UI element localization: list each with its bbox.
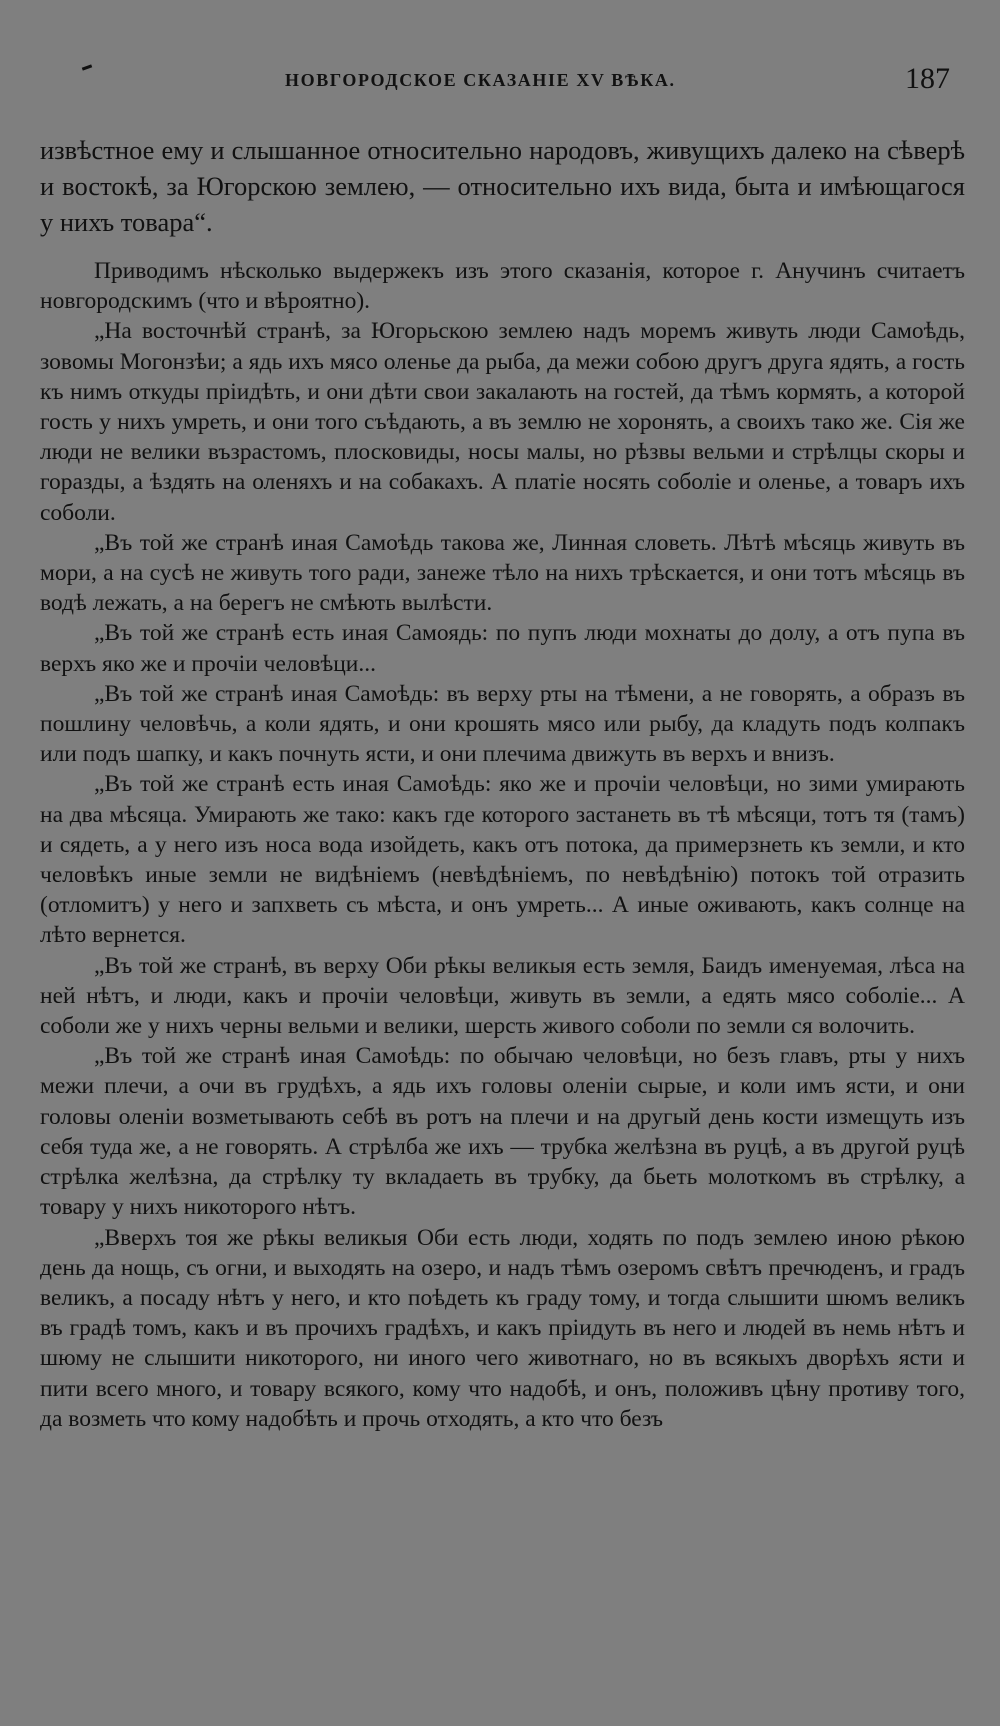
quote-paragraph: „Въ той же странѣ есть иная Самоѣдь: яко же и прочіи человѣци, но зими умирають на два мѣсяца. Умирають же тако: какъ где которого застанеть въ тѣ мѣсяци, тотъ тя (тамъ) и сядеть, а у него изъ носа вода изойдеть, какъ отъ потока, да примерзнеть къ земли, и кто человѣкъ иные земли не видѣніемъ (невѣдѣніемъ, по невѣдѣнію) потокъ той отразить (отломитъ) у него и запхветь съ мѣста, и онъ умреть... А иные оживають, какъ солнце на лѣто вернется. (40, 771, 965, 949)
quote-paragraph: „Въ той же странѣ иная Самоѣдь такова же, Линная словеть. Лѣтѣ мѣсяць живуть въ мори, а на сусѣ не живуть того ради, занеже тѣло на нихъ трѣскается, и они тотъ мѣсяць въ водѣ лежать, а на берегъ не смѣють вылѣсти. (40, 529, 965, 617)
body-text (40, 132, 965, 1434)
quote-paragraph: „Въ той же странѣ иная Самоѣдь: по обычаю человѣци, но безъ главъ, рты у нихъ межи плечи, а очи въ грудѣхъ, а ядь ихъ головы оленіи сырые, и коли имъ ясти, и они головы оленіи возметывають себѣ въ ротъ на плечи и на другый день кости измещуть изъ себя туда же, а не говорять. А стрѣлба же ихъ — трубка желѣзна въ руцѣ, а въ другой руцѣ стрѣлка желѣзна, да стрѣлку ту вкладаеть въ трубку, да бьеть молоткомъ въ стрѣлку, а товару у нихъ никоторого нѣтъ. (40, 1043, 965, 1221)
paragraph: Приводимъ нѣсколько выдержекъ изъ этого сказанія, которое г. Анучинъ считаетъ новгородскимъ (что и вѣроятно). (40, 258, 965, 315)
running-title: НОВГОРОДСКОЕ СКАЗАНІЕ XV ВѢКА. (285, 70, 676, 90)
quote-paragraph: „На восточнѣй странѣ, за Югорьскою землею надъ моремъ живуть люди Самоѣдь, зовомы Могонзѣи; а ядь ихъ мясо оленье да рыба, да межи собою другъ друга ядять, а гость къ нимъ откуды пріидѣть, и они дѣти свои закалають на гостей, да тѣмъ кормять, а которой гость у нихъ умреть, и они того съѣдають, а въ землю не хоронять, а своихъ тако же. Сія же люди не велики възрастомъ, плосковиды, носы малы, но рѣзвы вельми и стрѣлцы скоры и горазды, а ѣздять на оленяхъ и на собакахъ. А платіе носять соболіе и оленье, а товаръ ихъ соболи. (40, 318, 965, 526)
quote-paragraph: „Въ той же странѣ есть иная Самоядь: по пупъ люди мохнаты до долу, а отъ пупа въ верхъ яко же и прочіи человѣци... (40, 620, 965, 677)
running-header (0, 62, 1000, 96)
page-number: 187 (905, 62, 950, 95)
quote-paragraph: „Вверхъ тоя же рѣкы великыя Оби есть люди, ходять по подъ землею иною рѣкою день да нощь, съ огни, и выходять на озеро, и надъ тѣмъ озеромъ свѣтъ пречюденъ, и градъ великъ, а посаду нѣтъ у него, и кто поѣдеть къ граду тому, и тогда слышити шюмъ великъ въ градѣ томъ, какъ и въ прочихъ градѣхъ, и какъ пріидуть въ него и людей въ немь нѣтъ и шюму не слышити никоторого, ни иного чего животнаго, но въ всякыхъ дворѣхъ ясти и пити всего много, и товару всякого, кому что надобѣ, и онъ, положивъ цѣну противу того, да возметь что кому надобѣть и прочь отходять, а кто что безъ (40, 1224, 965, 1432)
quote-paragraph: „Въ той же странѣ, въ верху Оби рѣкы великыя есть земля, Баидъ именуемая, лѣса на ней нѣтъ, и люди, какъ и прочіи человѣци, живуть въ земли, а едять мясо соболіе... А соболи же у нихъ черны вельми и велики, шерсть живого соболи по земли ся волочить. (40, 952, 965, 1040)
quote-paragraph: „Въ той же странѣ иная Самоѣдь: въ верху рты на тѣмени, а не говорять, а образъ въ пошлину человѣчь, а коли ядять, и они крошять мясо или рыбу, да кладуть подъ колпакъ или подъ шапку, и какъ почнуть ясти, и они плечима движуть въ верхъ и внизъ. (40, 680, 965, 768)
continued-paragraph: извѣстное ему и слышанное относительно народовъ, живущихъ далеко на сѣверѣ и востокѣ, за Югорскою землею, — относительно ихъ вида, быта и имѣющагося у нихъ товара“. (40, 135, 965, 237)
